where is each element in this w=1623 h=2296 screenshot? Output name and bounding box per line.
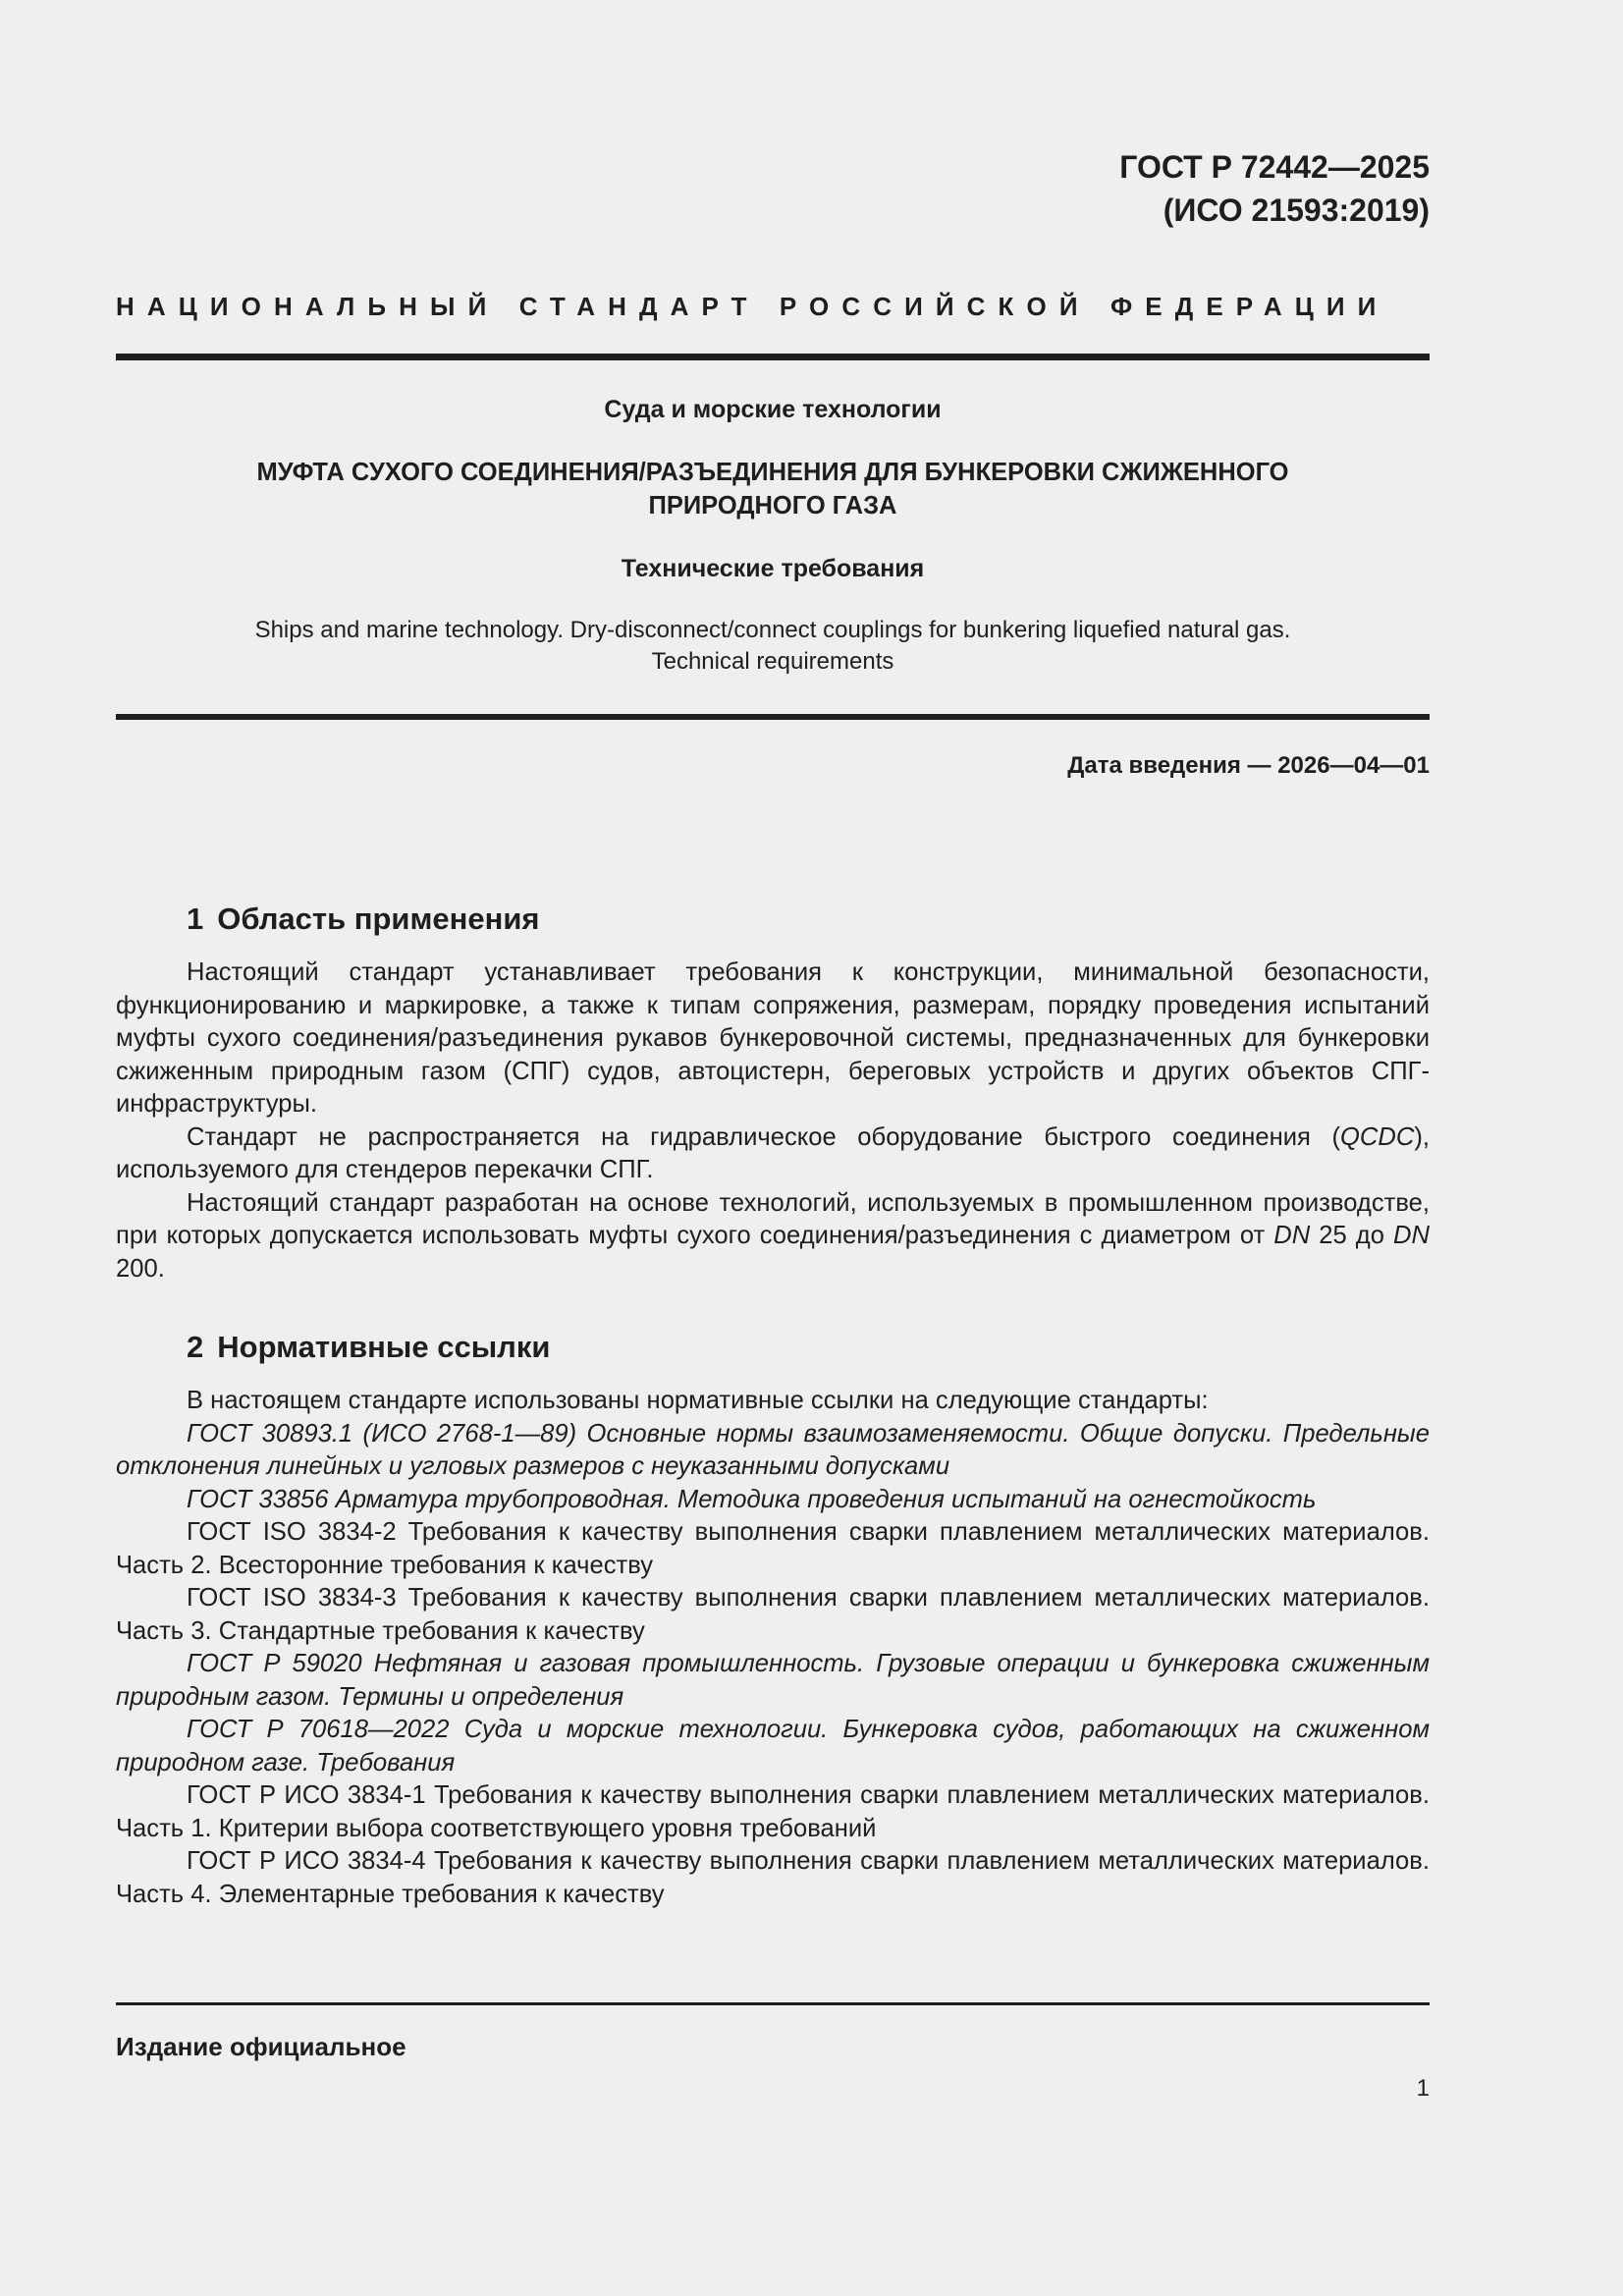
normative-reference: ГОСТ 33856 Арматура трубопроводная. Методика проведения испытаний на огнестойкость: [187, 1485, 1317, 1513]
section-2-title: Нормативные ссылки: [217, 1330, 551, 1364]
section-1-body: [116, 957, 1430, 1285]
section-1-paragraph-1: Настоящий стандарт устанавливает требования к конструкции, минимальной безопасности, функционированию и маркировке, а также к типам сопряжения, размерам, порядку проведения испытаний муфты сухого соединения/разъединения рукавов бункеровочной системы, предназначенных для бункеровки сжиженным природным газом (СПГ) судов, автоцистерн, береговых устройств и других объектов СПГ-инфраструктуры.: [116, 958, 1430, 1118]
subject-area: Суда и морские технологии: [604, 396, 942, 423]
english-title: [116, 615, 1430, 678]
section-2-body: [116, 1385, 1430, 1911]
paragraph-text: ), используемого для стендеров перекачки СПГ.: [116, 1122, 1430, 1183]
english-title-line-1: Ships and marine technology. Dry-disconnect/connect couplings for bunkering liquefied natural gas.: [254, 617, 1291, 643]
paragraph-text: 25 до: [1310, 1222, 1394, 1249]
document-title: [116, 456, 1430, 522]
normative-reference: ГОСТ Р 70618—2022 Суда и морские технологии. Бункеровка судов, работающих на сжиженном природном газе. Требования: [116, 1716, 1430, 1777]
normative-reference: ГОСТ ISO 3834-2 Требования к качеству выполнения сварки плавлением металлических материалов. Часть 2. Всесторонние требования к качеству: [116, 1518, 1430, 1579]
title-line-1: МУФТА СУХОГО СОЕДИНЕНИЯ/РАЗЪЕДИНЕНИЯ ДЛЯ БУНКЕРОВКИ СЖИЖЕННОГО: [256, 459, 1289, 486]
normative-reference: ГОСТ Р 59020 Нефтяная и газовая промышленность. Грузовые операции и бункеровка сжиженным природным газом. Термины и определения: [116, 1650, 1430, 1711]
page-number: 1: [1416, 2075, 1430, 2102]
national-standard-banner: НАЦИОНАЛЬНЫЙ СТАНДАРТ РОССИЙСКОЙ ФЕДЕРАЦИИ: [116, 292, 1389, 321]
dn-term: DN: [1393, 1222, 1431, 1249]
normative-reference: ГОСТ ISO 3834-3 Требования к качеству выполнения сварки плавлением металлических материалов. Часть 3. Стандартные требования к качеству: [116, 1584, 1430, 1645]
official-edition-label: Издание официальное: [116, 2032, 406, 2061]
header-divider: [116, 354, 1430, 360]
section-1-number: 1: [187, 902, 204, 936]
paragraph-text: Настоящий стандарт разработан на основе технологий, используемых в промышленном производстве, при которых допускается использовать муфты сухого соединения/разъединения с диаметром от: [116, 1188, 1430, 1249]
section-1-heading: [187, 900, 540, 939]
normative-reference: ГОСТ 30893.1 (ИСО 2768-1—89) Основные нормы взаимозаменяемости. Общие допуски. Предельные отклонения линейных и угловых размеров с неуказанными допусками: [116, 1419, 1430, 1480]
dn-term: DN: [1273, 1222, 1311, 1249]
iso-reference: (ИСО 21593:2019): [1163, 192, 1430, 228]
english-title-line-2: Technical requirements: [651, 648, 894, 675]
footer-divider: [116, 2002, 1430, 2005]
normative-reference: ГОСТ Р ИСО 3834-1 Требования к качеству выполнения сварки плавлением металлических материалов. Часть 1. Критерии выбора соответствующего уровня требований: [116, 1781, 1430, 1842]
section-1-paragraph-2: [116, 1121, 1430, 1187]
qcdc-term: QCDC: [1340, 1122, 1415, 1151]
title-divider: [116, 714, 1430, 720]
document-subtitle: Технические требования: [621, 555, 925, 582]
paragraph-text: Стандарт не распространяется на гидравлическое оборудование быстрого соединения (: [187, 1122, 1340, 1151]
standard-designation: [1119, 145, 1430, 232]
document-page: [116, 0, 1430, 2296]
section-2-intro: В настоящем стандарте использованы нормативные ссылки на следующие стандарты:: [187, 1387, 1209, 1414]
section-2-number: 2: [187, 1330, 204, 1364]
paragraph-text: 200.: [116, 1254, 165, 1283]
introduction-date: Дата введения — 2026—04—01: [1067, 752, 1430, 779]
section-1-title: Область применения: [217, 902, 540, 936]
normative-reference: ГОСТ Р ИСО 3834-4 Требования к качеству выполнения сварки плавлением металлических материалов. Часть 4. Элементарные требования к качеству: [116, 1847, 1430, 1908]
standard-number: ГОСТ Р 72442—2025: [1119, 149, 1430, 185]
title-line-2: ПРИРОДНОГО ГАЗА: [648, 492, 897, 519]
section-1-paragraph-3: [116, 1187, 1430, 1286]
section-2-heading: [187, 1328, 550, 1367]
